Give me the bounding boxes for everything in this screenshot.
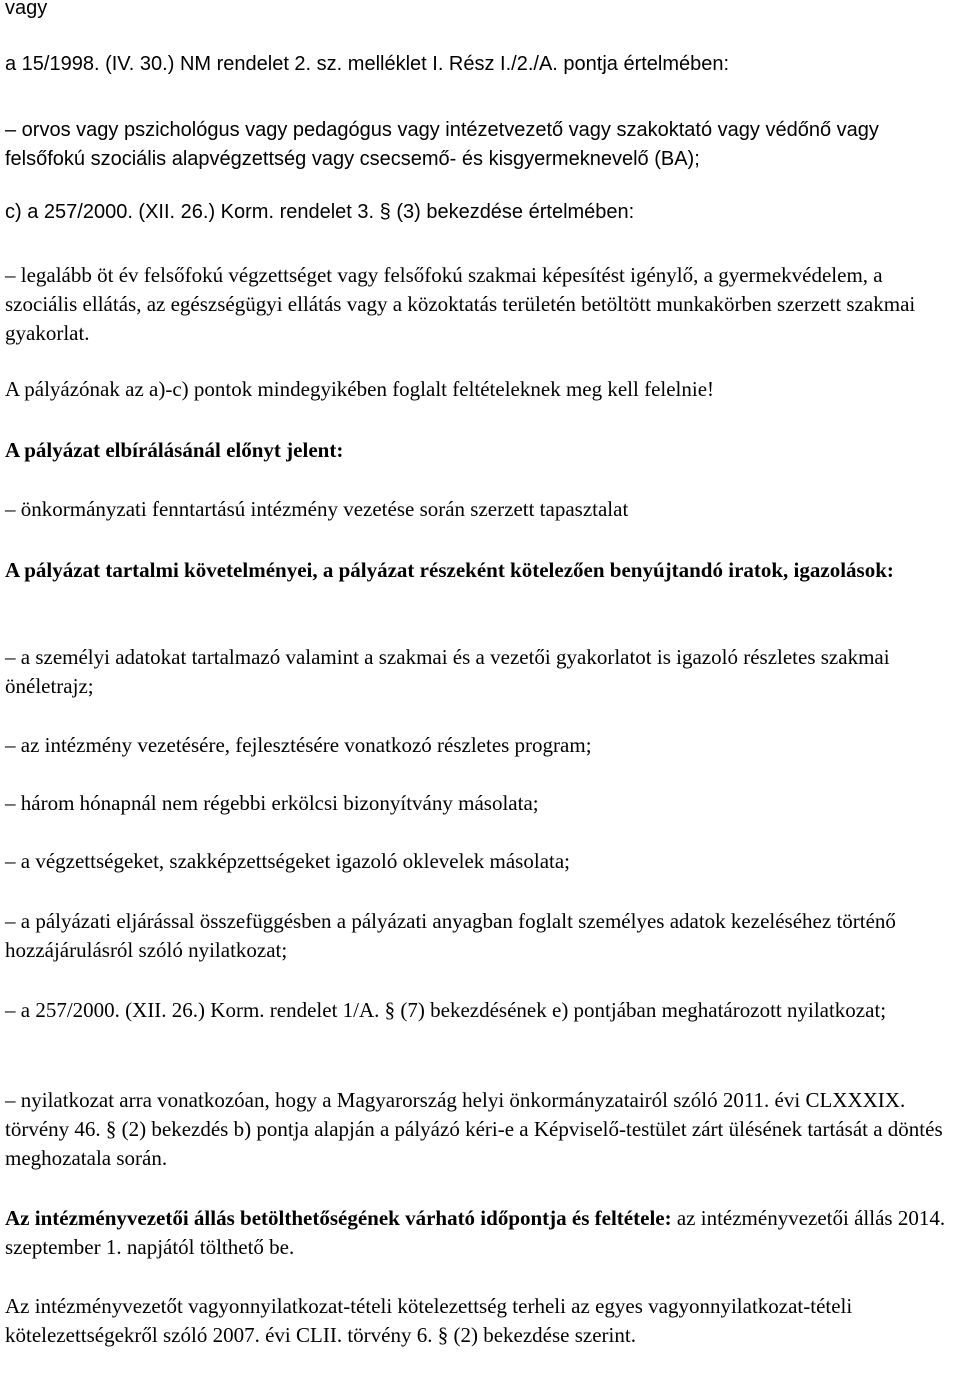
paragraph-asset-declaration: Az intézményvezetőt vagyonnyilatkozat-tételi kötelezettség terheli az egyes vagyonnyilatkozat-tételi kötelezettségekről szóló 2007. évi CLII. törvény 6. § (2) bekezdése szerint.	[5, 1294, 853, 1347]
paragraph-vagy: vagy	[5, 0, 48, 19]
list-item: – nyilatkozat arra vonatkozóan, hogy a Magyarország helyi önkormányzatairól szóló 2011. évi CLXXXIX. törvény 46. § (2) bekezdés b) pontja alapján a pályázó kéri-e a Képviselő-testület zárt ülésének tartását a döntés meghozatala során.	[5, 1088, 943, 1170]
paragraph-qualification-list: – orvos vagy pszichológus vagy pedagógus vagy intézetvezető vagy szakoktató vagy védőnő vagy felsőfokú szociális alapvégzettség vagy csecsemő- és kisgyermeknevelő (BA);	[5, 119, 879, 170]
list-item: – három hónapnál nem régebbi erkölcsi bizonyítvány másolata;	[5, 791, 539, 815]
list-item: – az intézmény vezetésére, fejlesztésére vonatkozó részletes program;	[5, 733, 592, 757]
heading-required-documents: A pályázat tartalmi követelményei, a pályázat részeként kötelezően benyújtandó iratok, igazolások:	[5, 558, 894, 582]
heading-advantage: A pályázat elbírálásánál előnyt jelent:	[5, 438, 344, 462]
list-item: – a személyi adatokat tartalmazó valamint a szakmai és a vezetői gyakorlatot is igazoló részletes szakmai önéletrajz;	[5, 645, 890, 698]
paragraph-experience-requirement: – legalább öt év felsőfokú végzettséget vagy felsőfokú szakmai képesítést igénylő, a gyermekvédelem, a szociális ellátás, az egészségügyi ellátás vagy a közoktatás területén betöltött munkakörben szerzett szakmai gyakorlat.	[5, 263, 916, 345]
paragraph-advantage-item: – önkormányzati fenntartású intézmény vezetése során szerzett tapasztalat	[5, 497, 629, 521]
start-date-label: Az intézményvezetői állás betölthetőségének várható időpontja és feltétele:	[5, 1206, 672, 1230]
paragraph-start-date	[5, 1204, 957, 1262]
list-item: – a pályázati eljárással összefüggésben a pályázati anyagban foglalt személyes adatok kezeléséhez történő hozzájárulásról szóló nyilatkozat;	[5, 909, 896, 962]
start-date-text: az intézményvezetői állás 2014. szeptember 1. napjától tölthető be.	[5, 1206, 946, 1259]
list-item: – a 257/2000. (XII. 26.) Korm. rendelet 1/A. § (7) bekezdésének e) pontjában meghatározott nyilatkozat;	[5, 998, 887, 1022]
paragraph-all-conditions: A pályázónak az a)-c) pontok mindegyikében foglalt feltételeknek meg kell felelnie!	[5, 377, 715, 401]
paragraph-condition-c: c) a 257/2000. (XII. 26.) Korm. rendelet 3. § (3) bekezdése értelmében:	[5, 201, 635, 223]
list-item: – a végzettségeket, szakképzettségeket igazoló oklevelek másolata;	[5, 849, 571, 873]
paragraph-regulation-reference: a 15/1998. (IV. 30.) NM rendelet 2. sz. melléklet I. Rész I./2./A. pontja értelmében:	[5, 53, 730, 75]
